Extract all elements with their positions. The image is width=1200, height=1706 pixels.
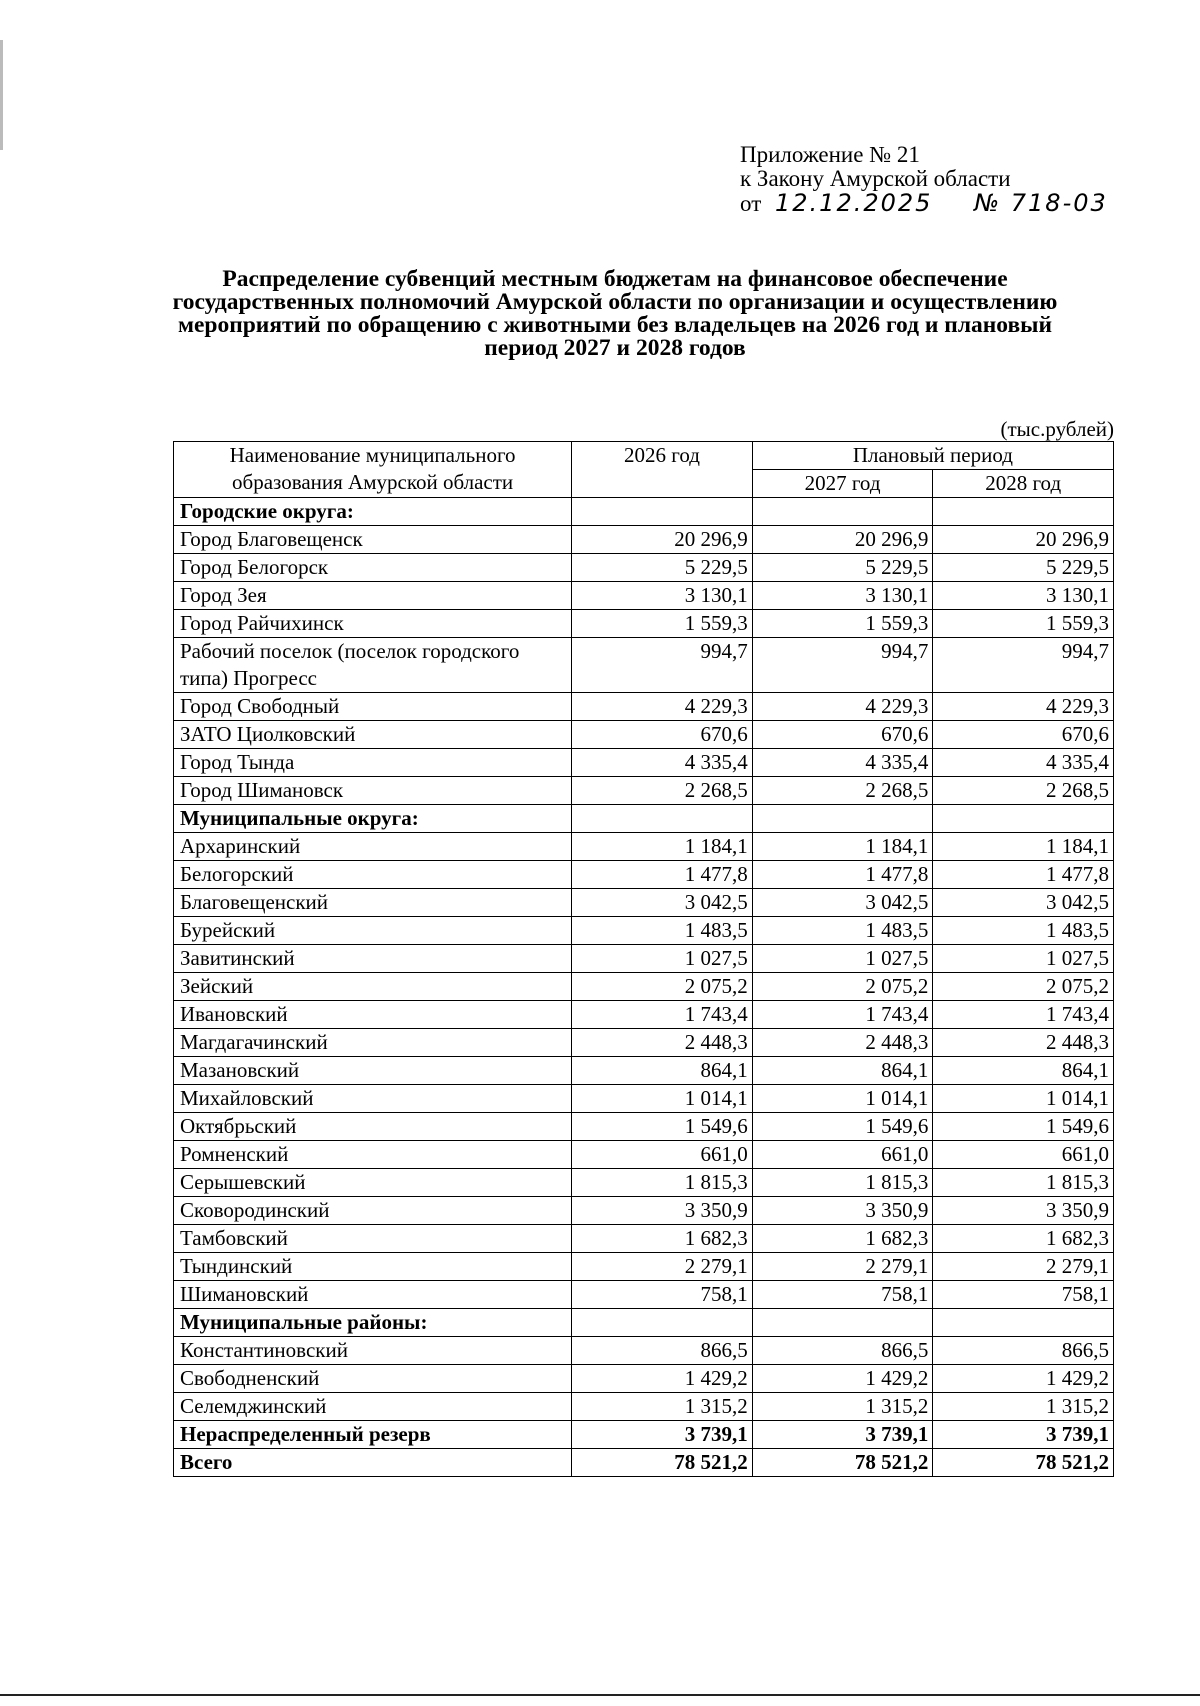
- table-row: [174, 554, 1114, 582]
- table-row: [174, 638, 1114, 693]
- table-row: [174, 610, 1114, 638]
- value-2028-cell: [933, 498, 1114, 526]
- value-2027-cell: 1 184,1: [752, 833, 933, 861]
- value-2026-cell: 3 042,5: [572, 889, 753, 917]
- value-2028-cell: 78 521,2: [933, 1449, 1114, 1477]
- table-row: [174, 945, 1114, 973]
- table-row: [174, 1253, 1114, 1281]
- municipality-cell: Благовещенский: [174, 889, 572, 917]
- value-2026-cell: 1 027,5: [572, 945, 753, 973]
- table-body: [174, 498, 1114, 1477]
- municipality-cell: Тындинский: [174, 1253, 572, 1281]
- value-2027-cell: 1 477,8: [752, 861, 933, 889]
- municipality-cell: Город Шимановск: [174, 777, 572, 805]
- municipality-cell: Михайловский: [174, 1085, 572, 1113]
- value-2027-cell: 994,7: [752, 638, 933, 693]
- value-2026-cell: 1 315,2: [572, 1393, 753, 1421]
- value-2028-cell: 1 549,6: [933, 1113, 1114, 1141]
- value-2028-cell: 4 229,3: [933, 693, 1114, 721]
- table-row: [174, 1001, 1114, 1029]
- municipality-cell: Город Зея: [174, 582, 572, 610]
- scan-bottom-line: [0, 1694, 1200, 1696]
- section-row: [174, 805, 1114, 833]
- municipality-cell: Белогорский: [174, 861, 572, 889]
- table-row: [174, 582, 1114, 610]
- value-2026-cell: [572, 498, 753, 526]
- handwritten-date: 12.12.2025: [775, 189, 933, 217]
- value-2027-cell: 1 559,3: [752, 610, 933, 638]
- value-2028-cell: 758,1: [933, 1281, 1114, 1309]
- value-2026-cell: [572, 805, 753, 833]
- municipality-cell: Муниципальные районы:: [174, 1309, 572, 1337]
- municipality-cell: Муниципальные округа:: [174, 805, 572, 833]
- value-2027-cell: 20 296,9: [752, 526, 933, 554]
- table-row: [174, 1337, 1114, 1365]
- value-2028-cell: 2 075,2: [933, 973, 1114, 1001]
- header-2028: 2028 год: [933, 470, 1114, 498]
- value-2026-cell: 2 268,5: [572, 777, 753, 805]
- value-2028-cell: 1 429,2: [933, 1365, 1114, 1393]
- value-2028-cell: 20 296,9: [933, 526, 1114, 554]
- table-row: [174, 1169, 1114, 1197]
- table-row: [174, 1141, 1114, 1169]
- value-2027-cell: 864,1: [752, 1057, 933, 1085]
- value-2027-cell: 1 014,1: [752, 1085, 933, 1113]
- value-2026-cell: 994,7: [572, 638, 753, 693]
- value-2027-cell: 1 743,4: [752, 1001, 933, 1029]
- value-2028-cell: 3 042,5: [933, 889, 1114, 917]
- value-2027-cell: 1 315,2: [752, 1393, 933, 1421]
- value-2027-cell: [752, 498, 933, 526]
- value-2026-cell: 2 448,3: [572, 1029, 753, 1057]
- value-2026-cell: 1 559,3: [572, 610, 753, 638]
- municipality-cell: Селемджинский: [174, 1393, 572, 1421]
- header-2026: 2026 год: [572, 442, 753, 498]
- municipality-cell: ЗАТО Циолковский: [174, 721, 572, 749]
- value-2027-cell: 4 229,3: [752, 693, 933, 721]
- value-2027-cell: 5 229,5: [752, 554, 933, 582]
- value-2028-cell: 1 815,3: [933, 1169, 1114, 1197]
- value-2028-cell: 2 268,5: [933, 777, 1114, 805]
- value-2026-cell: 864,1: [572, 1057, 753, 1085]
- value-2027-cell: 2 448,3: [752, 1029, 933, 1057]
- value-2026-cell: 2 279,1: [572, 1253, 753, 1281]
- value-2028-cell: 2 279,1: [933, 1253, 1114, 1281]
- value-2026-cell: 758,1: [572, 1281, 753, 1309]
- value-2027-cell: 1 483,5: [752, 917, 933, 945]
- table-row: [174, 1085, 1114, 1113]
- table-row: [174, 1113, 1114, 1141]
- appendix-number: Приложение № 21: [740, 142, 920, 167]
- table-row: [174, 861, 1114, 889]
- municipality-cell: Всего: [174, 1449, 572, 1477]
- value-2028-cell: 1 027,5: [933, 945, 1114, 973]
- municipality-cell: Ромненский: [174, 1141, 572, 1169]
- value-2027-cell: 1 429,2: [752, 1365, 933, 1393]
- value-2028-cell: 3 739,1: [933, 1421, 1114, 1449]
- municipality-cell: Серышевский: [174, 1169, 572, 1197]
- value-2028-cell: 1 483,5: [933, 917, 1114, 945]
- value-2026-cell: 78 521,2: [572, 1449, 753, 1477]
- municipality-cell: Ивановский: [174, 1001, 572, 1029]
- municipality-cell: Город Свободный: [174, 693, 572, 721]
- document-title: Распределение субвенций местным бюджетам на финансовое обеспечение государственных полномочий Амурской области по организации и осуществлению мероприятий по обращению с животными без владельцев на 2026 год и плановый период 2027 и 2028 годов: [172, 266, 1058, 361]
- value-2027-cell: 1 815,3: [752, 1169, 933, 1197]
- value-2028-cell: 661,0: [933, 1141, 1114, 1169]
- table-row: [174, 833, 1114, 861]
- value-2026-cell: 1 815,3: [572, 1169, 753, 1197]
- value-2028-cell: 1 682,3: [933, 1225, 1114, 1253]
- value-2027-cell: 3 042,5: [752, 889, 933, 917]
- value-2026-cell: 5 229,5: [572, 554, 753, 582]
- value-2026-cell: 4 335,4: [572, 749, 753, 777]
- table-row: [174, 1197, 1114, 1225]
- municipality-cell: Шимановский: [174, 1281, 572, 1309]
- municipality-cell: Свободненский: [174, 1365, 572, 1393]
- value-2027-cell: 3 130,1: [752, 582, 933, 610]
- value-2027-cell: [752, 1309, 933, 1337]
- value-2026-cell: 661,0: [572, 1141, 753, 1169]
- section-row: [174, 498, 1114, 526]
- municipality-cell: Сковородинский: [174, 1197, 572, 1225]
- table-row: [174, 1421, 1114, 1449]
- value-2027-cell: 2 279,1: [752, 1253, 933, 1281]
- table-row: [174, 1057, 1114, 1085]
- value-2026-cell: 866,5: [572, 1337, 753, 1365]
- header-municipality: Наименование муниципального образования Амурской области: [174, 442, 572, 498]
- value-2026-cell: 670,6: [572, 721, 753, 749]
- municipality-cell: Рабочий поселок (поселок городского типа) Прогресс: [174, 638, 572, 693]
- table-row: [174, 777, 1114, 805]
- scan-edge-mark: [0, 40, 3, 150]
- value-2028-cell: 5 229,5: [933, 554, 1114, 582]
- value-2026-cell: 20 296,9: [572, 526, 753, 554]
- municipality-cell: Константиновский: [174, 1337, 572, 1365]
- municipality-cell: Мазановский: [174, 1057, 572, 1085]
- unit-label: (тыс.рублей): [1000, 417, 1114, 441]
- table-row: [174, 917, 1114, 945]
- municipality-cell: Бурейский: [174, 917, 572, 945]
- value-2026-cell: 3 739,1: [572, 1421, 753, 1449]
- table-row: [174, 721, 1114, 749]
- municipality-cell: Город Белогорск: [174, 554, 572, 582]
- header-2027: 2027 год: [752, 470, 933, 498]
- table-header-row: [174, 442, 1114, 470]
- value-2026-cell: 1 483,5: [572, 917, 753, 945]
- municipality-cell: Завитинский: [174, 945, 572, 973]
- subvention-table: [173, 441, 1114, 1477]
- value-2028-cell: 994,7: [933, 638, 1114, 693]
- value-2026-cell: 3 350,9: [572, 1197, 753, 1225]
- municipality-cell: Нераспределенный резерв: [174, 1421, 572, 1449]
- value-2027-cell: 2 075,2: [752, 973, 933, 1001]
- value-2026-cell: 1 549,6: [572, 1113, 753, 1141]
- municipality-cell: Городские округа:: [174, 498, 572, 526]
- value-2026-cell: 4 229,3: [572, 693, 753, 721]
- value-2027-cell: 3 350,9: [752, 1197, 933, 1225]
- value-2028-cell: 4 335,4: [933, 749, 1114, 777]
- value-2026-cell: 1 743,4: [572, 1001, 753, 1029]
- table-row: [174, 1225, 1114, 1253]
- table-row: [174, 1365, 1114, 1393]
- value-2028-cell: 1 477,8: [933, 861, 1114, 889]
- value-2027-cell: 1 682,3: [752, 1225, 933, 1253]
- section-row: [174, 1309, 1114, 1337]
- municipality-cell: Город Благовещенск: [174, 526, 572, 554]
- table-row: [174, 973, 1114, 1001]
- value-2027-cell: 866,5: [752, 1337, 933, 1365]
- value-2027-cell: [752, 805, 933, 833]
- table-row: [174, 889, 1114, 917]
- value-2028-cell: 1 559,3: [933, 610, 1114, 638]
- value-2028-cell: 3 350,9: [933, 1197, 1114, 1225]
- table-row: [174, 1281, 1114, 1309]
- value-2026-cell: 1 014,1: [572, 1085, 753, 1113]
- value-2026-cell: 1 184,1: [572, 833, 753, 861]
- value-2027-cell: 4 335,4: [752, 749, 933, 777]
- value-2027-cell: 670,6: [752, 721, 933, 749]
- value-2028-cell: 1 743,4: [933, 1001, 1114, 1029]
- appendix-date-line: [740, 191, 1108, 216]
- value-2028-cell: 670,6: [933, 721, 1114, 749]
- value-2027-cell: 661,0: [752, 1141, 933, 1169]
- value-2026-cell: 3 130,1: [572, 582, 753, 610]
- table-row: [174, 1449, 1114, 1477]
- value-2028-cell: 1 184,1: [933, 833, 1114, 861]
- value-2027-cell: 3 739,1: [752, 1421, 933, 1449]
- municipality-cell: Магдагачинский: [174, 1029, 572, 1057]
- table-row: [174, 749, 1114, 777]
- value-2027-cell: 2 268,5: [752, 777, 933, 805]
- value-2028-cell: 3 130,1: [933, 582, 1114, 610]
- value-2028-cell: 866,5: [933, 1337, 1114, 1365]
- municipality-cell: Город Тында: [174, 749, 572, 777]
- municipality-cell: Тамбовский: [174, 1225, 572, 1253]
- value-2028-cell: 864,1: [933, 1057, 1114, 1085]
- municipality-cell: Октябрьский: [174, 1113, 572, 1141]
- value-2028-cell: [933, 1309, 1114, 1337]
- value-2026-cell: 1 477,8: [572, 861, 753, 889]
- value-2028-cell: 2 448,3: [933, 1029, 1114, 1057]
- municipality-cell: Зейский: [174, 973, 572, 1001]
- value-2027-cell: 1 549,6: [752, 1113, 933, 1141]
- value-2028-cell: [933, 805, 1114, 833]
- table-row: [174, 1029, 1114, 1057]
- appendix-law: к Закону Амурской области: [740, 166, 1011, 191]
- value-2027-cell: 1 027,5: [752, 945, 933, 973]
- municipality-cell: Город Райчихинск: [174, 610, 572, 638]
- value-2026-cell: 1 682,3: [572, 1225, 753, 1253]
- value-2028-cell: 1 014,1: [933, 1085, 1114, 1113]
- table-row: [174, 1393, 1114, 1421]
- value-2026-cell: 2 075,2: [572, 973, 753, 1001]
- value-2027-cell: 78 521,2: [752, 1449, 933, 1477]
- appendix-header: [740, 143, 1108, 216]
- table-row: [174, 526, 1114, 554]
- handwritten-law-number: № 718-03: [974, 189, 1108, 217]
- value-2027-cell: 758,1: [752, 1281, 933, 1309]
- municipality-cell: Архаринский: [174, 833, 572, 861]
- value-2028-cell: 1 315,2: [933, 1393, 1114, 1421]
- date-prefix: от: [740, 191, 762, 216]
- value-2026-cell: 1 429,2: [572, 1365, 753, 1393]
- value-2026-cell: [572, 1309, 753, 1337]
- table-row: [174, 693, 1114, 721]
- header-planned-period: Плановый период: [752, 442, 1113, 470]
